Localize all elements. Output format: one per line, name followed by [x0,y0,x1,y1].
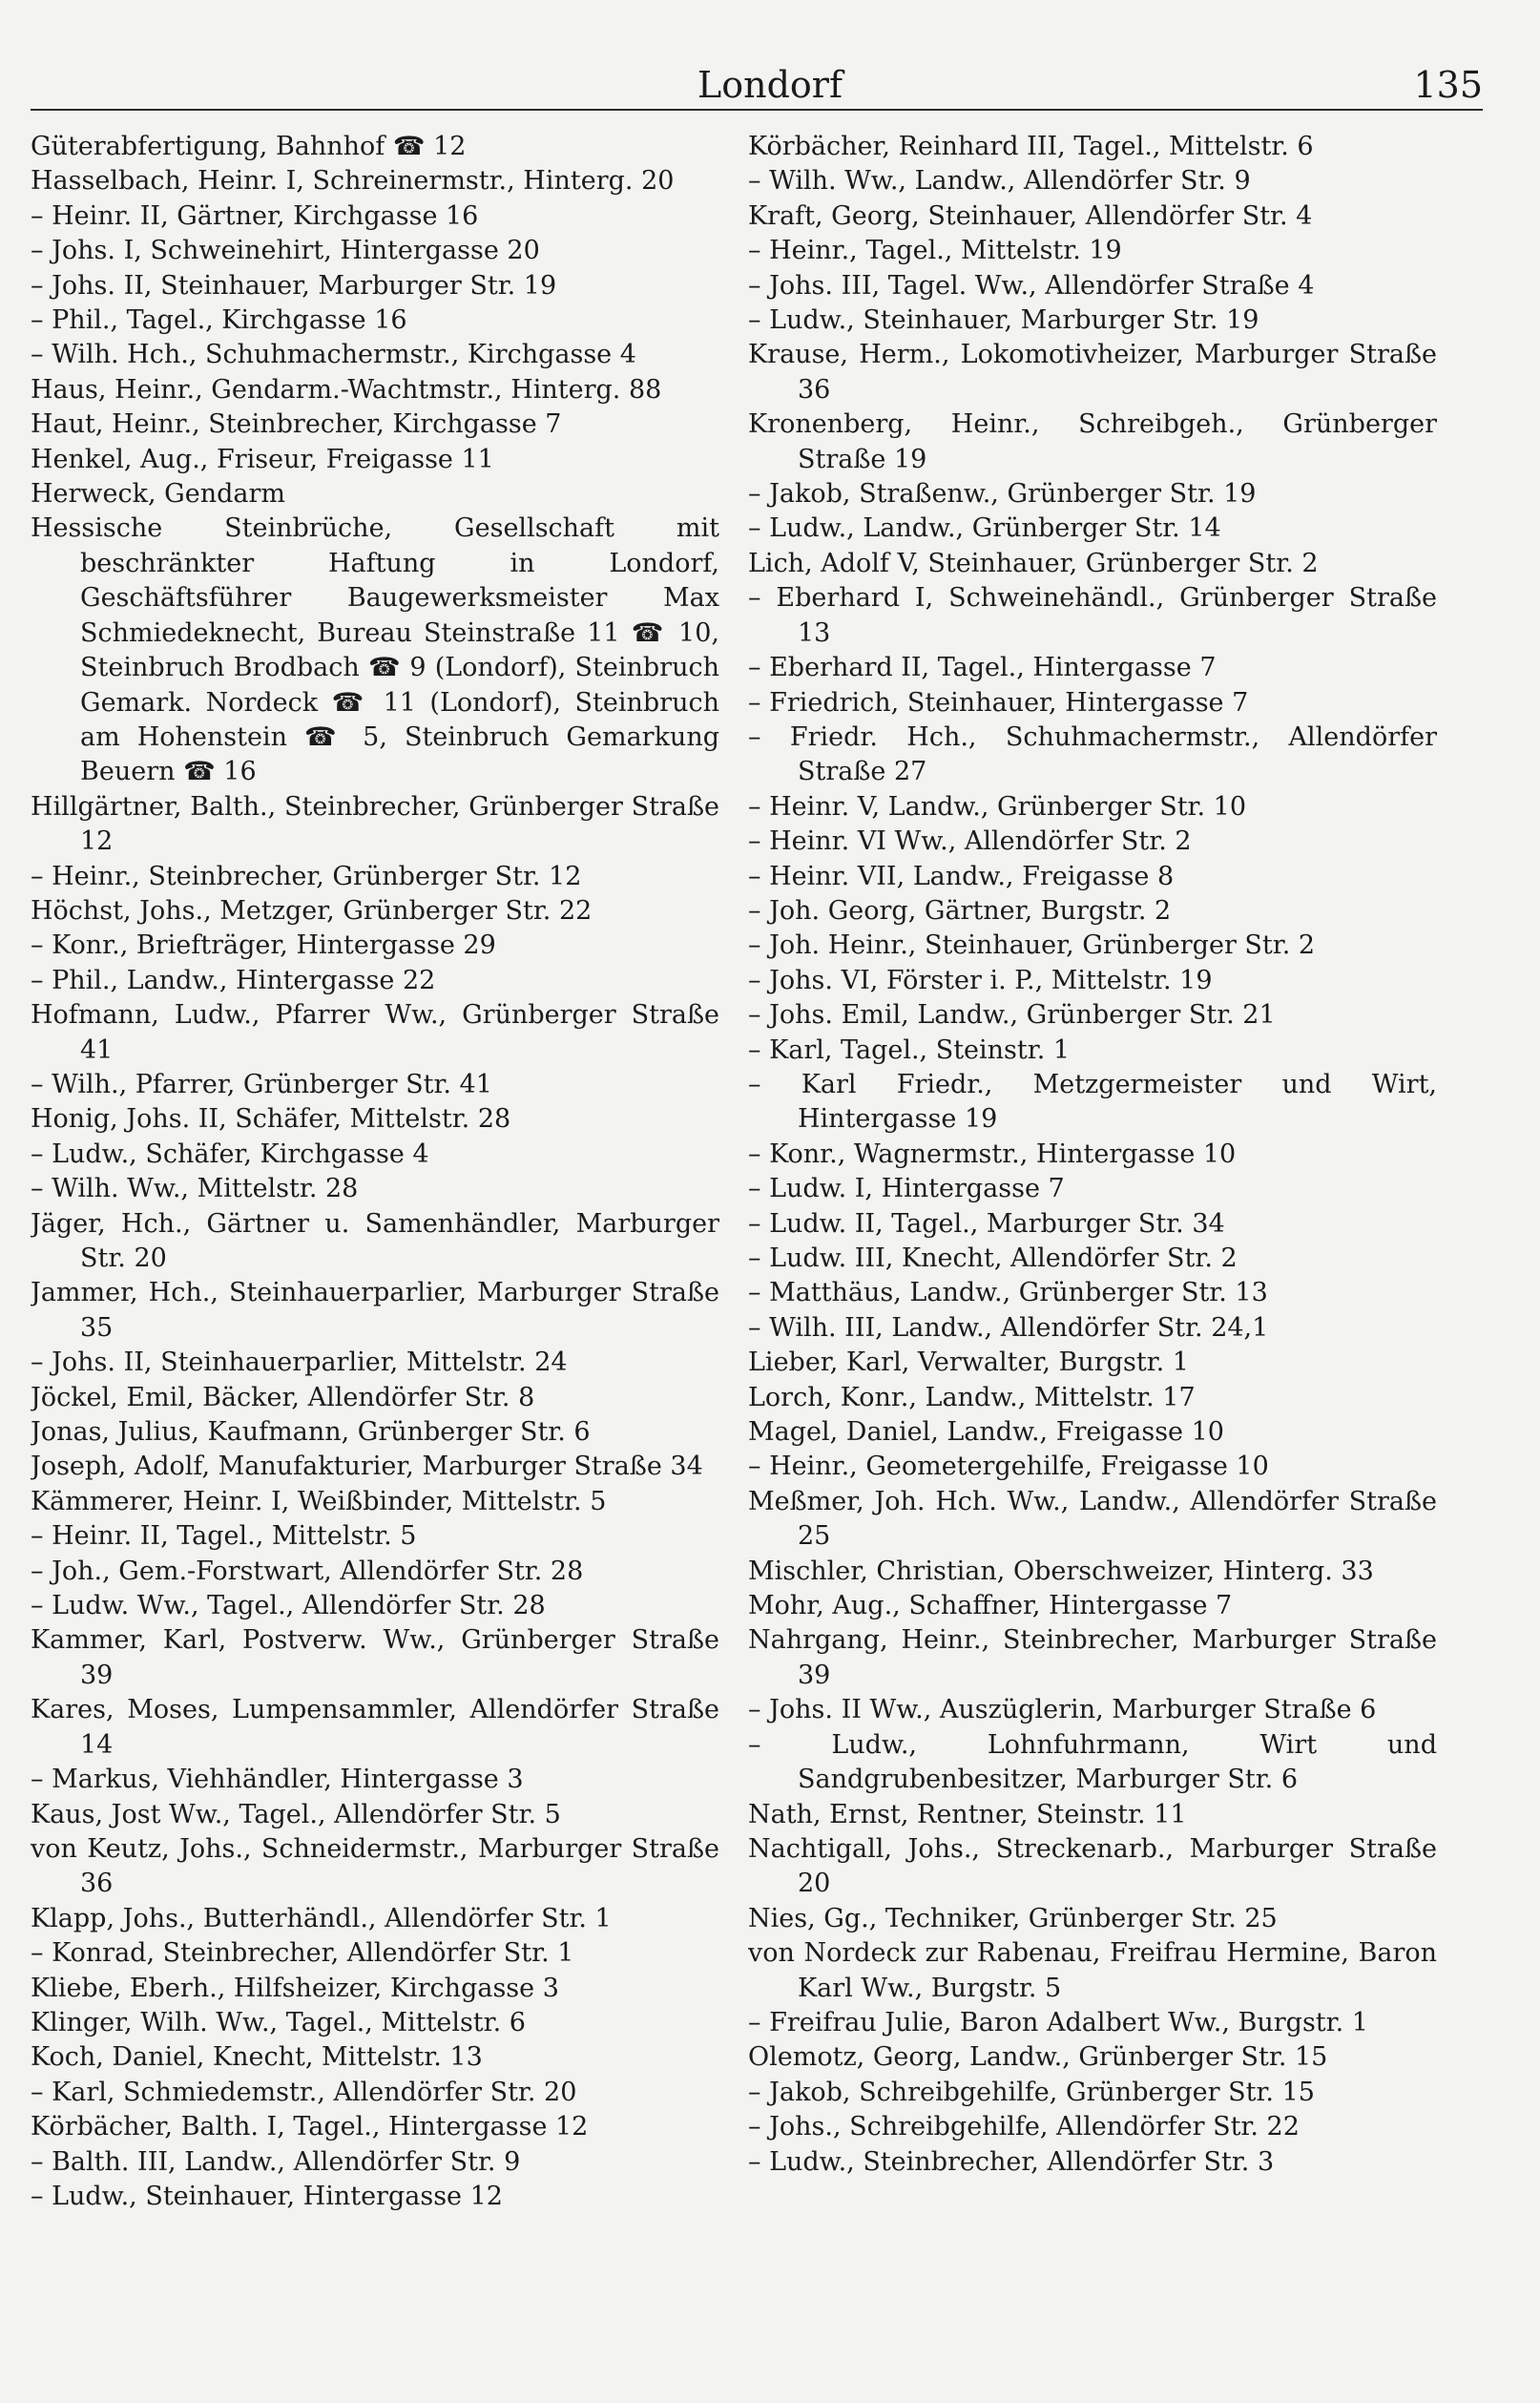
directory-entry: Hessische Steinbrüche, Gesellschaft mit beschränkter Haftung in Londorf, Geschäftsführer Baugewerksmeister Max Schmiedeknecht, Bureau Steinstraße 11 ☎ 10, Steinbruch Brodbach ☎ 9 (Londorf), Steinbruch Gemark. Nordeck ☎ 11 (Londorf), Steinbruch am Hohenstein ☎ 5, Steinbruch Gemarkung Beuern ☎ 16 [31,513,719,787]
directory-entry: Lieber, Karl, Verwalter, Burgstr. 1 [748,1348,1189,1378]
directory-entry: – Johs. III, Tagel. Ww., Allendörfer Straße 4 [748,270,1315,301]
directory-entry: – Ludw. Ww., Tagel., Allendörfer Str. 28 [31,1591,546,1621]
directory-entry: – Wilh., Pfarrer, Grünberger Str. 41 [31,1069,492,1099]
directory-entry: – Johs. II Ww., Auszüglerin, Marburger Straße 6 [748,1695,1377,1725]
directory-entry: – Ludw., Steinhauer, Marburger Str. 19 [748,305,1259,336]
directory-entry: – Ludw., Landw., Grünberger Str. 14 [748,513,1221,544]
directory-entry: Kaus, Jost Ww., Tagel., Allendörfer Str. 5 [31,1799,561,1829]
directory-entry: Kammer, Karl, Postverw. Ww., Grünberger Straße 39 [31,1625,719,1690]
directory-entry: Magel, Daniel, Landw., Freigasse 10 [748,1417,1224,1448]
page-number: 135 [1413,64,1483,106]
directory-entry: – Wilh. Hch., Schuhmachermstr., Kirchgasse 4 [31,340,636,370]
directory-entry: – Ludw. III, Knecht, Allendörfer Str. 2 [748,1243,1238,1273]
directory-entry: Jöckel, Emil, Bäcker, Allendörfer Str. 8 [31,1382,535,1412]
directory-entry: – Ludw., Steinhauer, Hintergasse 12 [31,2181,503,2211]
directory-entry: – Johs. I, Schweinehirt, Hintergasse 20 [31,236,540,266]
directory-entry: – Joh., Gem.-Forstwart, Allendörfer Str. 28 [31,1556,584,1586]
header-rule [31,109,1483,111]
page-title: Londorf [697,64,843,106]
directory-entry: Kämmerer, Heinr. I, Weißbinder, Mittelstr. 5 [31,1486,607,1516]
directory-entry: – Heinr. II, Gärtner, Kirchgasse 16 [31,200,479,231]
directory-entry: – Karl Friedr., Metzgermeister und Wirt, Hintergasse 19 [748,1069,1437,1135]
directory-entry: – Markus, Viehhändler, Hintergasse 3 [31,1765,524,1795]
left-column [31,130,719,2214]
directory-entry: – Heinr. VI Ww., Allendörfer Str. 2 [748,826,1192,857]
directory-entry: Nahrgang, Heinr., Steinbrecher, Marburger Straße 39 [748,1625,1437,1690]
directory-entry: Mohr, Aug., Schaffner, Hintergasse 7 [748,1591,1233,1621]
directory-entry: Kronenberg, Heinr., Schreibgeh., Grünberger Straße 19 [748,409,1437,474]
directory-entry: – Heinr., Tagel., Mittelstr. 19 [748,236,1122,266]
directory-entry: – Johs. VI, Förster i. P., Mittelstr. 19 [748,965,1213,995]
directory-entry: Klinger, Wilh. Ww., Tagel., Mittelstr. 6 [31,2007,526,2037]
directory-entry: – Matthäus, Landw., Grünberger Str. 13 [748,1278,1268,1308]
directory-entry: von Nordeck zur Rabenau, Freifrau Hermine, Baron Karl Ww., Burgstr. 5 [748,1938,1437,2003]
directory-entry: – Jakob, Straßenw., Grünberger Str. 19 [748,479,1257,510]
directory-entry: Jonas, Julius, Kaufmann, Grünberger Str. 6 [31,1417,591,1448]
directory-entry: Henkel, Aug., Friseur, Freigasse 11 [31,444,494,474]
directory-entry: – Eberhard I, Schweinehändl., Grünberger Straße 13 [748,583,1437,648]
directory-entry: Lich, Adolf V, Steinhauer, Grünberger Str. 2 [748,548,1319,578]
directory-entry: Hillgärtner, Balth., Steinbrecher, Grünberger Straße 12 [31,791,719,857]
directory-entry: – Johs. Emil, Landw., Grünberger Str. 21 [748,1000,1276,1031]
directory-entry: Körbächer, Reinhard III, Tagel., Mittelstr. 6 [748,132,1314,161]
directory-entry: – Ludw., Lohnfuhrmann, Wirt und Sandgrubenbesitzer, Marburger Str. 6 [748,1729,1437,1795]
directory-entry: – Johs. II, Steinhauer, Marburger Str. 19 [31,270,557,301]
directory-entry: von Keutz, Johs., Schneidermstr., Marburger Straße 36 [31,1833,719,1899]
directory-entry: Kares, Moses, Lumpensammler, Allendörfer Straße 14 [31,1695,719,1760]
directory-entry: – Wilh. III, Landw., Allendörfer Str. 24,1 [748,1312,1269,1343]
directory-entry: – Phil., Tagel., Kirchgasse 16 [31,305,407,336]
directory-entry: Klapp, Johs., Butterhändl., Allendörfer Str. 1 [31,1903,612,1933]
directory-entry: – Johs. II, Steinhauerparlier, Mittelstr. 24 [31,1348,568,1378]
directory-entry: Haus, Heinr., Gendarm.-Wachtmstr., Hinterg. 88 [31,374,662,405]
directory-entry: – Wilh. Ww., Mittelstr. 28 [31,1174,359,1204]
directory-entry: – Friedr. Hch., Schuhmachermstr., Allendörfer Straße 27 [748,721,1437,787]
directory-entry: Nachtigall, Johs., Streckenarb., Marburger Straße 20 [748,1833,1437,1899]
directory-entry: Kraft, Georg, Steinhauer, Allendörfer Str. 4 [748,200,1313,231]
directory-entry: – Jakob, Schreibgehilfe, Grünberger Str. 15 [748,2077,1315,2107]
directory-entry: Kliebe, Eberh., Hilfsheizer, Kirchgasse 3 [31,1973,559,2003]
directory-entry: – Ludw., Steinbrecher, Allendörfer Str. 3 [748,2146,1275,2177]
directory-entry: – Karl, Schmiedemstr., Allendörfer Str. 20 [31,2077,577,2107]
directory-entry: – Heinr., Geometergehilfe, Freigasse 10 [748,1452,1269,1482]
directory-entry: Hofmann, Ludw., Pfarrer Ww., Grünberger Straße 41 [31,1000,719,1065]
directory-entry: Joseph, Adolf, Manufakturier, Marburger Straße 34 [31,1452,703,1482]
directory-entry: – Ludw. II, Tagel., Marburger Str. 34 [748,1208,1225,1239]
directory-entry: – Konrad, Steinbrecher, Allendörfer Str. 1 [31,1938,574,1969]
directory-entry: – Ludw. I, Hintergasse 7 [748,1174,1065,1204]
directory-entry: – Joh. Georg, Gärtner, Burgstr. 2 [748,895,1172,926]
directory-entry: Lorch, Konr., Landw., Mittelstr. 17 [748,1382,1196,1412]
directory-entry: – Heinr. II, Tagel., Mittelstr. 5 [31,1521,417,1552]
directory-entry: Körbächer, Balth. I, Tagel., Hintergasse 12 [31,2112,589,2142]
directory-entry: – Balth. III, Landw., Allendörfer Str. 9 [31,2146,521,2177]
directory-entry: – Konr., Wagnermstr., Hintergasse 10 [748,1139,1237,1169]
directory-entry: – Phil., Landw., Hintergasse 22 [31,965,436,995]
directory-entry: Krause, Herm., Lokomotivheizer, Marburger Straße 36 [748,340,1437,405]
directory-entry: – Friedrich, Steinhauer, Hintergasse 7 [748,687,1249,718]
directory-entry: Höchst, Johs., Metzger, Grünberger Str. 22 [31,895,593,926]
directory-entry: – Karl, Tagel., Steinstr. 1 [748,1034,1071,1065]
directory-entry: Olemotz, Georg, Landw., Grünberger Str. 15 [748,2042,1328,2073]
directory-entry: – Konr., Briefträger, Hintergasse 29 [31,930,496,961]
directory-entry: – Wilh. Ww., Landw., Allendörfer Str. 9 [748,166,1251,197]
directory-entry: Nies, Gg., Techniker, Grünberger Str. 25 [748,1903,1278,1933]
directory-entry: Jammer, Hch., Steinhauerparlier, Marburger Straße 35 [31,1278,719,1343]
directory-entry: Hasselbach, Heinr. I, Schreinermstr., Hinterg. 20 [31,166,675,197]
directory-entry: Herweck, Gendarm [31,479,285,510]
directory-entry: Mischler, Christian, Oberschweizer, Hinterg. 33 [748,1556,1374,1586]
directory-entry: – Heinr. V, Landw., Grünberger Str. 10 [748,791,1247,822]
directory-entry: – Heinr., Steinbrecher, Grünberger Str. 12 [31,861,582,891]
directory-entry: – Joh. Heinr., Steinhauer, Grünberger Str. 2 [748,930,1316,961]
directory-entry: Haut, Heinr., Steinbrecher, Kirchgasse 7 [31,409,562,440]
directory-entry: Meßmer, Joh. Hch. Ww., Landw., Allendörfer Straße 25 [748,1486,1437,1552]
directory-entry: Nath, Ernst, Rentner, Steinstr. 11 [748,1799,1187,1829]
directory-entry: – Ludw., Schäfer, Kirchgasse 4 [31,1139,429,1169]
directory-entry: Jäger, Hch., Gärtner u. Samenhändler, Marburger Str. 20 [31,1208,719,1273]
right-column [748,130,1437,2180]
directory-entry: – Eberhard II, Tagel., Hintergasse 7 [748,653,1217,683]
directory-entry: – Johs., Schreibgehilfe, Allendörfer Str. 22 [748,2112,1300,2142]
directory-entry: Honig, Johs. II, Schäfer, Mittelstr. 28 [31,1104,511,1135]
directory-entry: – Heinr. VII, Landw., Freigasse 8 [748,861,1175,891]
directory-entry: – Freifrau Julie, Baron Adalbert Ww., Burgstr. 1 [748,2007,1368,2037]
directory-entry: Koch, Daniel, Knecht, Mittelstr. 13 [31,2042,483,2073]
directory-entry: Güterabfertigung, Bahnhof ☎ 12 [31,132,467,161]
